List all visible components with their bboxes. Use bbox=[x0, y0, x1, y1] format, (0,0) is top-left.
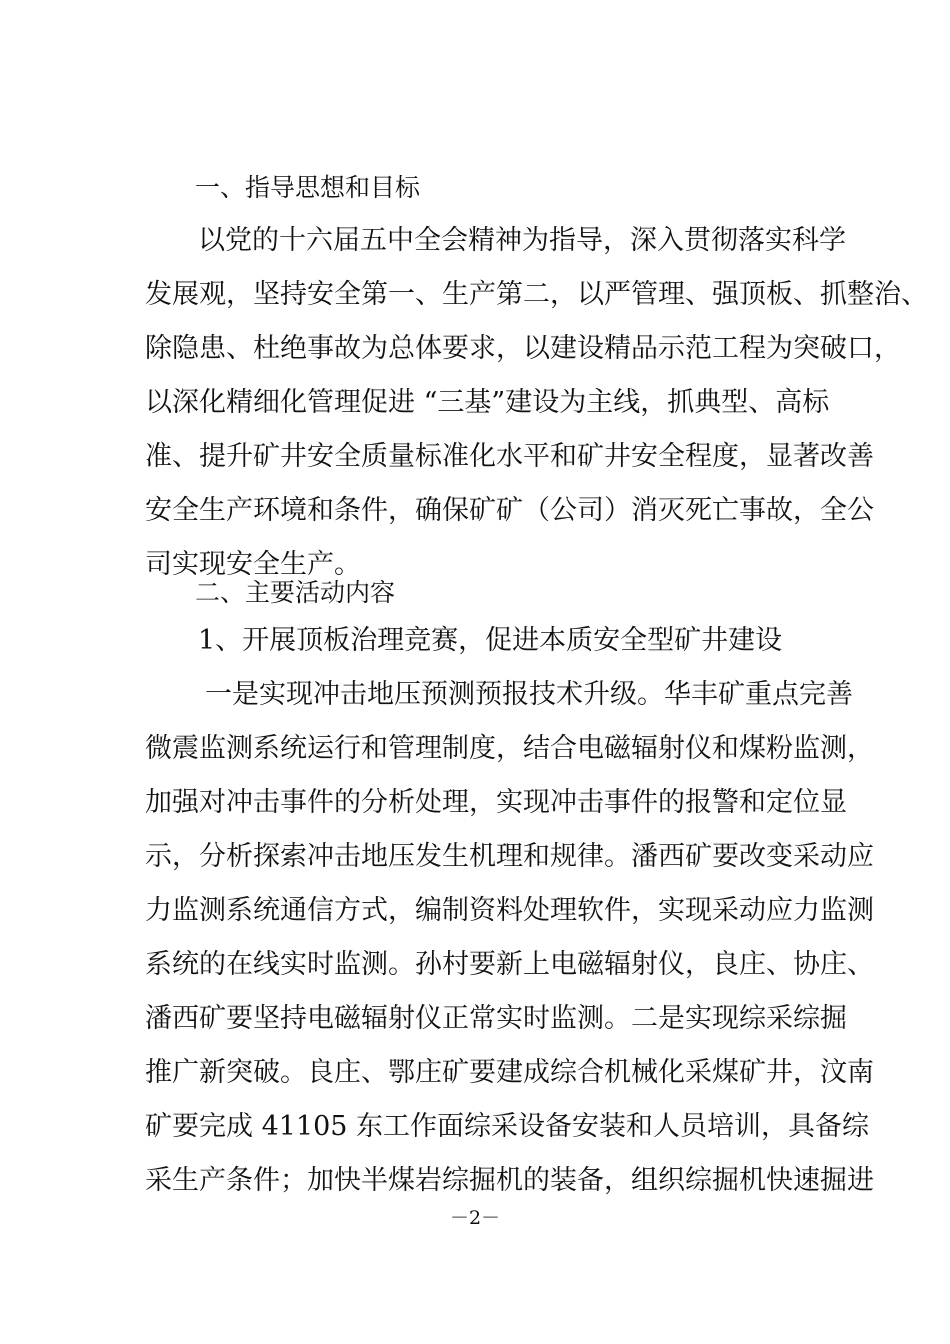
paragraph-line: 微震监测系统运行和管理制度，结合电磁辐射仪和煤粉监测， bbox=[145, 733, 874, 764]
paragraph-line: 系统的在线实时监测。孙村要新上电磁辐射仪，良庄、协庄、 bbox=[145, 949, 874, 980]
paragraph-line: 准、提升矿井安全质量标准化水平和矿井安全程度，显著改善 bbox=[145, 441, 874, 472]
section-heading-main-activities: 二、主要活动内容 bbox=[195, 578, 396, 607]
paragraph-line: 潘西矿要坚持电磁辐射仪正常实时监测。二是实现综采综掘 bbox=[145, 1003, 847, 1034]
paragraph-line: 除隐患、杜绝事故为总体要求，以建设精品示范工程为突破口， bbox=[145, 333, 901, 364]
paragraph-line: 采生产条件；加快半煤岩综掘机的装备，组织综掘机快速掘进 bbox=[145, 1165, 874, 1196]
section-heading-guiding-ideology: 一、指导思想和目标 bbox=[195, 173, 421, 202]
paragraph-line: 司实现安全生产。 bbox=[145, 549, 361, 580]
paragraph-line: 一是实现冲击地压预测预报技术升级。华丰矿重点完善 bbox=[205, 679, 853, 710]
paragraph-line: 示，分析探索冲击地压发生机理和规律。潘西矿要改变采动应 bbox=[145, 841, 874, 872]
item-title: 1、开展顶板治理竞赛，促进本质安全型矿井建设 bbox=[198, 625, 783, 656]
page-number: －2－ bbox=[449, 1207, 501, 1229]
paragraph-line: 加强对冲击事件的分析处理，实现冲击事件的报警和定位显 bbox=[145, 787, 847, 818]
paragraph-line: 以党的十六届五中全会精神为指导，深入贯彻落实科学 bbox=[198, 225, 846, 256]
paragraph-line: 以深化精细化管理促进 “三基”建设为主线，抓典型、高标 bbox=[145, 387, 830, 418]
paragraph-line: 推广新突破。良庄、鄂庄矿要建成综合机械化采煤矿井，汶南 bbox=[145, 1057, 874, 1088]
paragraph-line: 发展观，坚持安全第一、生产第二，以严管理、强顶板、抓整治、 bbox=[145, 279, 928, 310]
paragraph-line: 矿要完成 41105 东工作面综采设备安装和人员培训，具备综 bbox=[145, 1111, 870, 1142]
paragraph-line: 安全生产环境和条件，确保矿矿（公司）消灭死亡事故，全公 bbox=[145, 495, 874, 526]
paragraph-line: 力监测系统通信方式，编制资料处理软件，实现采动应力监测 bbox=[145, 895, 874, 926]
